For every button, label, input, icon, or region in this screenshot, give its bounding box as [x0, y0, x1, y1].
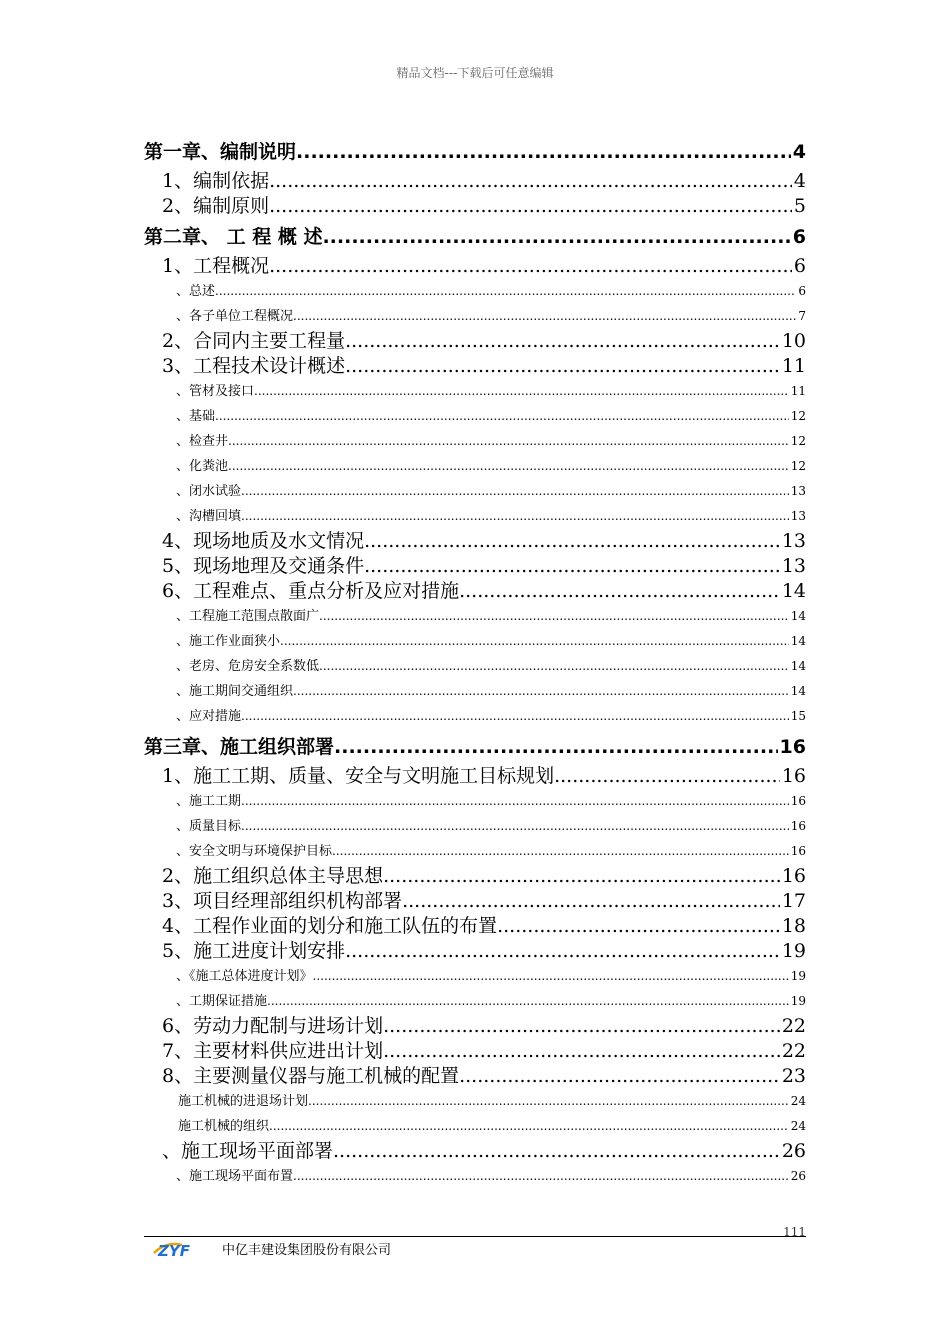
toc-entry[interactable]	[144, 454, 806, 479]
toc-entry-page: 14	[790, 634, 806, 648]
toc-entry[interactable]	[144, 839, 806, 864]
dot-leader	[383, 1014, 780, 1039]
toc-entry-title: 3、项目经理部组织机构部署	[162, 890, 403, 912]
toc-entry[interactable]	[144, 169, 806, 194]
toc-entry-page: 6	[793, 255, 806, 277]
toc-entry-title: 、总述	[176, 284, 216, 299]
toc-entry-page: 19	[790, 994, 806, 1008]
dot-leader	[383, 864, 780, 889]
toc-entry[interactable]	[144, 529, 806, 554]
toc-entry-title: 、施工作业面狭小	[176, 634, 281, 649]
toc-entry-page: 19	[781, 940, 806, 962]
toc-entry-title: 、施工期间交通组织	[176, 684, 294, 699]
toc-entry[interactable]	[144, 354, 806, 379]
toc-entry-title: 8、主要测量仪器与施工机械的配置	[162, 1065, 460, 1087]
toc-entry[interactable]	[144, 429, 806, 454]
toc-entry-title: 、各子单位工程概况	[176, 309, 294, 324]
page-number: 111	[783, 1225, 806, 1239]
toc-entry-page: 13	[790, 509, 806, 523]
dot-leader	[269, 254, 792, 279]
dot-leader	[241, 704, 789, 729]
dot-leader	[269, 194, 792, 219]
toc-entry[interactable]	[144, 554, 806, 579]
toc-entry[interactable]	[144, 134, 806, 169]
dot-leader	[364, 529, 780, 554]
toc-entry-title: 、应对措施	[176, 709, 242, 724]
toc-entry[interactable]	[144, 729, 806, 764]
toc-entry-title: 5、施工进度计划安排	[162, 940, 346, 962]
toc-entry-title: 第三章、施工组织部署	[144, 736, 335, 758]
dot-leader	[308, 1089, 789, 1114]
toc-entry[interactable]	[144, 1164, 806, 1189]
toc-entry-page: 26	[781, 1140, 806, 1162]
dot-leader	[254, 379, 789, 404]
toc-entry[interactable]	[144, 914, 806, 939]
dot-leader	[296, 136, 791, 169]
toc-entry[interactable]	[144, 889, 806, 914]
toc-entry-title: 第二章、 工 程 概 述	[144, 226, 323, 248]
toc-entry-title: 、安全文明与环境保护目标	[176, 844, 333, 859]
toc-entry-title: 1、编制依据	[162, 170, 270, 192]
dot-leader	[459, 579, 780, 604]
toc-entry-title: 4、工程作业面的划分和施工队伍的布置	[162, 915, 498, 937]
dot-leader	[241, 789, 789, 814]
dot-leader	[459, 1064, 780, 1089]
toc-entry-page: 12	[790, 459, 806, 473]
toc-entry-page: 24	[790, 1094, 806, 1108]
dot-leader	[228, 429, 789, 454]
toc-entry-page: 15	[790, 709, 806, 723]
dot-leader	[345, 354, 780, 379]
toc-entry-title: 2、施工组织总体主导思想	[162, 865, 384, 887]
toc-entry-page: 19	[790, 969, 806, 983]
toc-entry-title: 5、现场地理及交通条件	[162, 555, 365, 577]
toc-entry-page: 13	[781, 555, 806, 577]
toc-entry[interactable]	[144, 1114, 806, 1139]
toc-entry[interactable]	[144, 479, 806, 504]
toc-entry-title: 6、工程难点、重点分析及应对措施	[162, 580, 460, 602]
dot-leader	[554, 764, 780, 789]
table-of-contents	[144, 134, 806, 1189]
toc-entry[interactable]	[144, 219, 806, 254]
dot-leader	[241, 479, 789, 504]
toc-entry[interactable]	[144, 1089, 806, 1114]
dot-leader	[497, 914, 780, 939]
toc-entry-page: 16	[781, 865, 806, 887]
dot-leader	[293, 1164, 789, 1189]
toc-entry-title: 施工机械的进退场计划	[178, 1094, 309, 1109]
dot-leader	[293, 304, 796, 329]
toc-entry[interactable]	[144, 679, 806, 704]
toc-entry-page: 6	[798, 284, 806, 298]
toc-entry-page: 11	[781, 355, 806, 377]
dot-leader	[333, 1139, 780, 1164]
header-watermark: 精品文档---下载后可任意编辑	[396, 66, 554, 80]
toc-entry-page: 6	[792, 226, 806, 248]
dot-leader	[269, 1114, 789, 1139]
toc-entry[interactable]	[144, 504, 806, 529]
dot-leader	[345, 939, 780, 964]
toc-entry-title: 4、现场地质及水文情况	[162, 530, 365, 552]
toc-entry[interactable]	[144, 1014, 806, 1039]
toc-entry-title: 、施工工期	[176, 794, 242, 809]
toc-entry[interactable]	[144, 704, 806, 729]
toc-entry[interactable]	[144, 1064, 806, 1089]
toc-entry-title: 2、合同内主要工程量	[162, 330, 346, 352]
dot-leader	[269, 169, 792, 194]
toc-entry-page: 24	[790, 1119, 806, 1133]
toc-entry-page: 23	[781, 1065, 806, 1087]
dot-leader	[313, 964, 789, 989]
toc-entry-page: 14	[790, 659, 806, 673]
toc-entry[interactable]	[144, 194, 806, 219]
dot-leader	[322, 221, 790, 254]
toc-entry-title: 、管材及接口	[176, 384, 255, 399]
toc-entry-title: 3、工程技术设计概述	[162, 355, 346, 377]
toc-entry[interactable]	[144, 989, 806, 1014]
toc-entry-page: 13	[781, 530, 806, 552]
dot-leader	[345, 329, 780, 354]
toc-entry-page: 5	[793, 195, 806, 217]
toc-entry-page: 16	[790, 819, 806, 833]
toc-entry[interactable]	[144, 1139, 806, 1164]
toc-entry-title: 、施工现场平面布置	[176, 1169, 294, 1184]
toc-entry[interactable]	[144, 629, 806, 654]
dot-leader	[241, 814, 789, 839]
toc-entry-title: 、闭水试验	[176, 484, 242, 499]
toc-entry-page: 4	[793, 170, 806, 192]
dot-leader	[293, 679, 789, 704]
toc-entry-page: 22	[781, 1040, 806, 1062]
company-logo-icon	[152, 1239, 204, 1259]
toc-entry-title: 、工期保证措施	[176, 994, 268, 1009]
toc-entry[interactable]	[144, 789, 806, 814]
dot-leader	[280, 629, 789, 654]
dot-leader	[383, 1039, 780, 1064]
dot-leader	[319, 654, 789, 679]
toc-entry[interactable]	[144, 814, 806, 839]
toc-entry[interactable]	[144, 279, 806, 304]
toc-entry-page: 16	[781, 765, 806, 787]
dot-leader	[215, 279, 796, 304]
toc-entry[interactable]	[144, 404, 806, 429]
toc-entry-title: 、沟槽回填	[176, 509, 242, 524]
toc-entry-page: 7	[798, 309, 806, 323]
toc-entry-page: 14	[790, 609, 806, 623]
toc-entry[interactable]	[144, 1039, 806, 1064]
toc-entry[interactable]	[144, 764, 806, 789]
page-footer	[144, 1225, 806, 1259]
dot-leader	[364, 554, 780, 579]
toc-entry-page: 22	[781, 1015, 806, 1037]
dot-leader	[215, 404, 789, 429]
toc-entry-title: 、工程施工范围点散面广	[176, 609, 320, 624]
toc-entry-page: 12	[790, 409, 806, 423]
toc-entry[interactable]	[144, 864, 806, 889]
toc-entry-title: 1、工程概况	[162, 255, 270, 277]
toc-entry-title: 、基础	[176, 409, 216, 424]
toc-entry-title: 、施工现场平面部署	[162, 1140, 334, 1162]
dot-leader	[319, 604, 789, 629]
toc-entry-page: 10	[781, 330, 806, 352]
toc-entry[interactable]	[144, 579, 806, 604]
toc-entry-page: 17	[781, 890, 806, 912]
toc-entry[interactable]	[144, 964, 806, 989]
toc-entry-page: 14	[790, 684, 806, 698]
logo-text: ZYF	[158, 1242, 190, 1259]
dot-leader	[402, 889, 780, 914]
dot-leader	[267, 989, 789, 1014]
toc-entry-title: 1、施工工期、质量、安全与文明施工目标规划	[162, 765, 555, 787]
toc-entry[interactable]	[144, 329, 806, 354]
toc-entry[interactable]	[144, 254, 806, 279]
toc-entry-page: 26	[790, 1169, 806, 1183]
toc-entry-page: 12	[790, 434, 806, 448]
toc-entry-title: 、化粪池	[176, 459, 229, 474]
toc-entry-title: 2、编制原则	[162, 195, 270, 217]
toc-entry-page: 16	[790, 844, 806, 858]
toc-entry[interactable]	[144, 654, 806, 679]
toc-entry-page: 16	[790, 794, 806, 808]
toc-entry[interactable]	[144, 379, 806, 404]
toc-entry[interactable]	[144, 939, 806, 964]
toc-entry-title: 、检查井	[176, 434, 229, 449]
toc-entry-page: 16	[779, 736, 806, 758]
toc-entry-title: 、老房、危房安全系数低	[176, 659, 320, 674]
toc-entry[interactable]	[144, 304, 806, 329]
toc-entry-title: 施工机械的组织	[178, 1119, 270, 1134]
toc-entry-page: 11	[790, 384, 806, 398]
dot-leader	[334, 731, 778, 764]
dot-leader	[228, 454, 789, 479]
toc-entry-title: 第一章、编制说明	[144, 141, 297, 163]
toc-entry-page: 14	[781, 580, 806, 602]
toc-entry-page: 18	[781, 915, 806, 937]
toc-entry-title: 7、主要材料供应进出计划	[162, 1040, 384, 1062]
toc-entry-page: 13	[790, 484, 806, 498]
dot-leader	[332, 839, 789, 864]
dot-leader	[241, 504, 789, 529]
toc-entry-title: 、质量目标	[176, 819, 242, 834]
toc-entry-title: 、《施工总体进度计划》	[176, 969, 313, 984]
toc-entry-page: 4	[792, 141, 806, 163]
toc-entry[interactable]	[144, 604, 806, 629]
company-name: 中亿丰建设集团股份有限公司	[222, 1243, 392, 1258]
toc-entry-title: 6、劳动力配制与进场计划	[162, 1015, 384, 1037]
